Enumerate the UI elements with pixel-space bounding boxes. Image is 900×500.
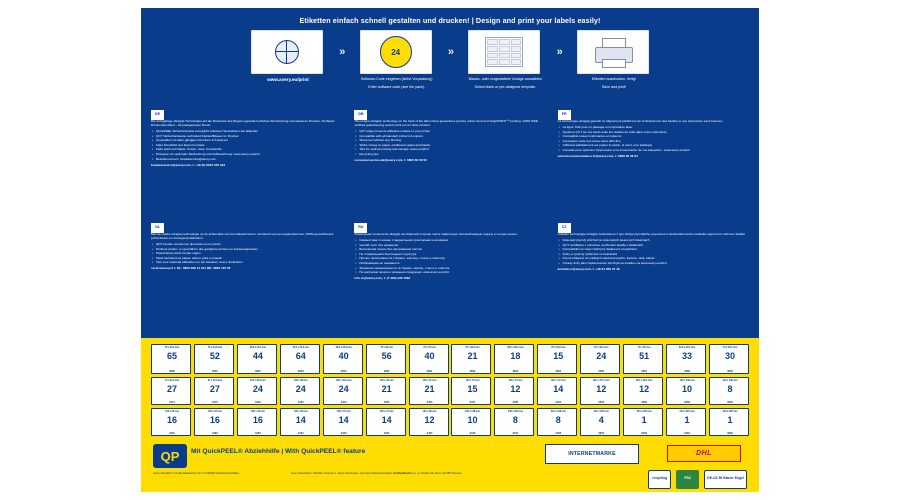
label-dims: 70 x 42,3 mm: [164, 345, 180, 349]
list-item: • Tips voor optimaal afdrukken en het bewaren: avery.nl/etiketten: [156, 261, 342, 265]
label-count: 8: [512, 414, 518, 425]
chevron-right-icon-3: »: [556, 46, 563, 58]
flag-icon-nl: NL: [151, 223, 164, 233]
list-item: • Kompatibel mit allen gängigen Druckern & Kopierern: [156, 139, 342, 143]
label-count: 24: [295, 383, 306, 394]
list-item: • QCT certifikace s ochranou uvolňování lepidla v tiskárnách: [563, 244, 749, 248]
label-count: 24: [338, 383, 349, 394]
label-code: 3483: [555, 431, 562, 435]
step-select-template-caption-de: Blanko- oder vorgestaltete Vorlage auswählen: [468, 77, 542, 81]
label-format-cell[interactable]: [537, 408, 577, 436]
label-code: 3665: [598, 369, 605, 373]
list-item: • Klebt stark auf Papier, Karton, Glas, Kunststoffe: [156, 148, 342, 152]
label-count: 21: [381, 383, 392, 394]
label-dims: 70 x 35 mm: [637, 345, 651, 349]
label-dims: 63,5 x 38,1 mm: [507, 345, 524, 349]
label-code: 3668: [684, 369, 690, 373]
label-code: 3424: [340, 400, 347, 404]
label-count: 65: [166, 350, 177, 361]
packaging-artwork: [141, 8, 759, 492]
list-item: • Compatible with all standard printers & copiers: [359, 135, 545, 139]
step-print-caption-de: Etiketten ausdrucken, fertig!: [591, 77, 637, 81]
label-dims: 97 x 42,3 mm: [207, 378, 223, 382]
list-item: • Изображение не смывается: [359, 262, 545, 266]
label-dims: 99,1 x 67,7 mm: [593, 378, 610, 382]
step-select-template: [468, 30, 542, 89]
quickpeel-logo: QP: [153, 444, 187, 468]
label-code: 3660: [727, 400, 733, 404]
label-dims: 210 x 297 mm: [679, 409, 695, 413]
label-dims: 105 x 74 mm: [508, 378, 523, 382]
label-dims: 105 x 99 mm: [422, 409, 437, 413]
lang-fr-paragraph: La technologie ultragrip garantit un alignement parfait lors de l'entraînement des feuilles et une impression sans bavures.: [557, 119, 723, 123]
label-format-cell[interactable]: [709, 344, 749, 374]
step-select-template-caption-en: Select blank or pre-designed template.: [474, 84, 537, 89]
label-code: 3660: [383, 369, 390, 373]
label-dims: 52,5 x 29,7 mm: [678, 345, 696, 349]
label-format-cell[interactable]: [494, 408, 534, 436]
label-dims: 105 x 74 mm: [379, 409, 394, 413]
fsc-icon: FSC: [676, 470, 699, 489]
list-item: • Conseils pour optimiser l'impression et la conservation de vos étiquettes : www.avery.eu/print: [563, 149, 749, 153]
label-code: 3427: [469, 400, 476, 404]
label-count: 8: [555, 414, 561, 425]
label-format-cell[interactable]: [623, 408, 663, 436]
label-format-cell[interactable]: [409, 377, 449, 405]
label-dims: 70 x 36 mm: [380, 345, 393, 349]
lang-nl-bullets: [151, 243, 342, 265]
label-count: 1: [727, 414, 733, 425]
label-grid-row-1: [151, 344, 749, 374]
label-format-cell[interactable]: [709, 377, 749, 405]
label-code: 3662: [469, 369, 476, 373]
blue-angel-icon: DE-UZ 56 Blauer Engel: [704, 470, 747, 489]
label-code: 3426: [426, 400, 433, 404]
label-count: 33: [682, 350, 693, 361]
label-format-cell[interactable]: [237, 377, 277, 405]
language-blocks: [151, 110, 749, 330]
list-item: • Не стирающаяся бесследная структура: [359, 253, 545, 257]
label-format-cell[interactable]: [194, 377, 234, 405]
steps-row: [251, 30, 651, 102]
label-count: 40: [338, 350, 349, 361]
label-format-cell[interactable]: [280, 408, 320, 436]
label-dims: 105 x 48 mm: [293, 378, 308, 382]
list-item: • Pevné přilepení do měkkých vlastností papíru, kartonu, skla, plastu: [563, 257, 749, 261]
label-code: 3658: [297, 369, 304, 373]
label-count: 21: [424, 383, 435, 394]
lang-de-contact: kundenservice@avery.com, t: +49 (0) 8024 645 343: [151, 162, 226, 167]
list-item: • Recycling tips: [359, 153, 545, 157]
label-dims: 210 x 297 mm: [593, 409, 609, 413]
label-count: 27: [209, 383, 220, 394]
lang-gb-paragraph: The unique ultragrip technology on the back of the label sheet guarantees precise printer feed and sharpPRINT™ printing. 100% SIZE certified guaranteeing perfect print run for laser printers.: [354, 119, 538, 127]
list-item: • Tips for optimal printing and storage: avery.eu/print: [359, 148, 545, 152]
label-code: 3427: [512, 431, 519, 435]
printer-icon: [591, 37, 635, 67]
list-item: • La ligne TCE pour un passage en imprimante laser: [563, 126, 749, 130]
lang-cz-paragraph: Unikátní technologie ultragrip zadostrannu z tyto zřizuje plynnějšího posouzení a bezproblémového podávání papíru bez rizik bez zásilkě.: [557, 232, 746, 236]
label-dims: 105 x 48 mm: [293, 409, 308, 413]
lang-gb-contact: consumerservice.uk@avery.com, t: 0800 80 30 50: [354, 158, 427, 163]
label-format-cell[interactable]: [151, 377, 191, 405]
label-format-cell[interactable]: [580, 408, 620, 436]
code-badge-icon: 24: [380, 36, 412, 68]
label-format-cell[interactable]: [451, 344, 491, 374]
label-dims: 105 x 148 mm: [679, 378, 695, 382]
language-block-nl: [151, 223, 342, 330]
certification-marks: [648, 468, 747, 490]
flag-icon-fr: FR: [558, 110, 571, 120]
list-item: • Хранение применяемости по бумаге, картон, стекло и пластик: [359, 267, 545, 271]
label-format-cell[interactable]: [494, 344, 534, 374]
step-print: [577, 30, 651, 89]
manufacturer-address-1: Avery Zweckform GmbH Miesbacher Str. 5 D-83626 Oberlaindern/Valley: [153, 472, 240, 475]
flag-icon-ru: RU: [354, 223, 367, 233]
label-count: 24: [596, 350, 607, 361]
list-item: • Совместима со всеми стандартными принтерами и копирами: [359, 239, 545, 243]
list-item: • Ostrý a výrazný výtisk bez rozmazávání: [563, 253, 749, 257]
list-item: • Sticks strong on paper, cardboard, glass and plastic: [359, 144, 545, 148]
label-format-cell[interactable]: [580, 344, 620, 374]
flag-icon-de: DE: [151, 110, 164, 120]
label-format-cell[interactable]: [323, 377, 363, 405]
label-code: 3655: [598, 400, 605, 404]
label-code: 3659: [340, 369, 347, 373]
label-count: 44: [252, 350, 263, 361]
label-code: 3423: [340, 431, 347, 435]
label-dims: 105 x 42 mm: [250, 409, 265, 413]
lang-fr-contact: serviceconsommateurs.fr@avery.com, t: 0800 90 36 84: [557, 154, 638, 159]
label-format-cell[interactable]: [666, 408, 706, 436]
label-count: 16: [252, 414, 263, 425]
quickpeel-claim: Mit QuickPEEL® Abziehhilfe | With QuickPEEL® feature: [191, 448, 366, 455]
step-website-box: [251, 30, 323, 74]
label-count: 14: [295, 414, 306, 425]
list-item: • Haarscherpe tekst zonder vegen: [156, 252, 342, 256]
list-item: • Bestellnummern: bestellservice@avery.com: [156, 158, 342, 162]
label-code: 3424: [383, 431, 390, 435]
label-code: 3481: [169, 431, 175, 435]
label-code: 3422: [297, 431, 304, 435]
label-count: 10: [467, 414, 478, 425]
list-item: • По вопросам печати и хранения продукции: www.avery.eu/print: [359, 271, 545, 275]
lang-gb-bullets: [354, 130, 545, 157]
label-code: 3483: [512, 400, 519, 404]
label-format-cell[interactable]: [666, 377, 706, 405]
label-count: 56: [381, 350, 392, 361]
step-enter-code-caption-en: Enter software code (see the pack).: [368, 84, 426, 89]
label-code: 3660: [727, 431, 733, 435]
label-count: 12: [596, 383, 607, 394]
label-dims: 48,5 x 25,4 mm: [249, 345, 266, 349]
label-code: 3422: [254, 400, 261, 404]
lang-ru-contact: info.ru@avery.com, t: (7 495) 228 1694: [354, 276, 411, 281]
list-item: • Impression nette des textes sans effet flou: [563, 140, 749, 144]
step-enter-code: [360, 30, 434, 89]
label-count: 24: [252, 383, 263, 394]
list-item: • Klare Druckbild und klare Kontraste: [156, 144, 342, 148]
list-item: • Прочно приклеивается к бумаге, картону, стеклу и пластику: [359, 257, 545, 261]
label-count: 40: [424, 350, 435, 361]
label-dims: 70 x 50,8 mm: [551, 345, 566, 349]
language-block-gb: [354, 110, 545, 217]
step-enter-code-box: [360, 30, 432, 74]
label-count: 12: [424, 414, 435, 425]
label-count: 4: [598, 414, 604, 425]
list-item: • Porady doby jako zapracovanou bezchybnou kvalitou na www.avery.eu/print: [563, 262, 749, 266]
internetmarke-logo: INTERNETMARKE: [545, 444, 639, 464]
label-format-cell[interactable]: [451, 377, 491, 405]
list-item: • Perfecte printer- en geschikt in alle gangbare printers en kopieerapparaten: [156, 248, 342, 252]
website-url: www.avery.eu/print: [267, 77, 309, 82]
label-code: 3663: [512, 369, 519, 373]
manufacturer-address-2: Avery Zweckform / MADE in Europe 1. Open Hamburger, Germany Wiesental-Lakarz, p. 25 - ed. - 61: [291, 472, 412, 475]
lang-nl-paragraph: Met de unieke ultragrip technologie op de achterzijde van het etiketvel bent u verzekerd van een papierdoorvoer, 100% gecertificeerd, printerfouten en storingsvrij afdrukken.: [151, 232, 334, 240]
label-count: 8: [727, 383, 733, 394]
list-item: • QCT-randen voorkomen lijmresten in uw printer: [156, 243, 342, 247]
flag-icon-cz: CZ: [558, 223, 571, 233]
label-count: 12: [510, 383, 521, 394]
lang-de-paragraph: Die einzigartige ultragrip Technologie auf der Rückseite des Bogens garantiert präzisen Druckeinzug und sauberes Drucken. Perfekter Druckerdurchlauf – für passgenauen Druck.: [151, 119, 335, 127]
label-code: 3658: [684, 400, 690, 404]
label-format-cell[interactable]: [366, 377, 406, 405]
label-dims: 105 x 148 mm: [464, 409, 480, 413]
label-code: 3483: [641, 431, 648, 435]
label-dims: 105 x 42,3 mm: [250, 378, 266, 382]
list-item: • Sharp text without any blurring: [359, 139, 545, 143]
label-format-cell[interactable]: [709, 408, 749, 436]
label-format-cell[interactable]: [666, 344, 706, 374]
label-count: 64: [295, 350, 306, 361]
label-dims: 210 x 148 mm: [722, 378, 738, 382]
recycling-icon: recycling: [648, 470, 671, 489]
label-code: 3484: [254, 431, 261, 435]
label-format-cell[interactable]: [194, 344, 234, 374]
label-dims: 105 x 70 mm: [465, 378, 480, 382]
list-item: • Dokonalý plynulý průchod po dokonalých laserových tiskárnách: [563, 239, 749, 243]
label-count: 1: [641, 414, 647, 425]
list-item: • Hinweise zur optimalen Bedruckung und Aufbewahrung: www.avery.eu/print: [156, 153, 342, 157]
lang-fr-bullets: [558, 126, 749, 153]
label-count: 52: [209, 350, 220, 361]
lang-ru-paragraph: Уникальная технология ultragrip на обратной стороне листа гарантирует беспроблемную подачу и четкую печать.: [354, 232, 518, 236]
header-band: [141, 8, 759, 108]
label-dims: 105 x 35 mm: [165, 409, 179, 413]
label-dims: 210 x 297 mm: [636, 409, 652, 413]
list-item: • Sterk hechtend op papier, karton, glas en plastic: [156, 257, 342, 261]
globe-icon: [275, 40, 299, 64]
label-dims: 105 x 48 mm: [379, 378, 394, 382]
label-dims: 105 x 42,3 mm: [335, 378, 352, 382]
label-format-cell[interactable]: [623, 377, 663, 405]
label-code: 3474: [169, 400, 175, 404]
label-format-cell[interactable]: [151, 344, 191, 374]
label-format-cell[interactable]: [537, 377, 577, 405]
label-code: 3664: [555, 369, 562, 373]
label-count: 1: [684, 414, 690, 425]
list-item: • Système QCT sur les bords évite les résidus de colle dans votre imprimante: [563, 131, 749, 135]
label-dims: 105 x 37 mm: [208, 409, 222, 413]
label-count: 14: [338, 414, 349, 425]
label-format-cell[interactable]: [366, 408, 406, 436]
label-code: 3666: [169, 369, 175, 373]
label-code: 3425: [426, 431, 433, 435]
label-dims: 97 x 42,3 mm: [594, 345, 609, 349]
label-count: 30: [724, 350, 735, 361]
label-sheet-icon: [485, 37, 523, 67]
label-dims: 210 x 297 mm: [722, 409, 738, 413]
label-code: 3483: [212, 431, 218, 435]
list-item: • QCT edge prevents adhesive residue in your printer: [359, 130, 545, 134]
lang-cz-bullets: [558, 239, 749, 266]
label-format-cell[interactable]: [580, 377, 620, 405]
label-dims: 99,1 x 93,1 mm: [636, 378, 653, 382]
step-print-box: [577, 30, 649, 74]
list-item: • QCT Sicherheitskante verhindert Klebstoffblasen im Drucker: [156, 135, 342, 139]
label-dims: 70 x 37 mm: [423, 345, 436, 349]
label-format-cell[interactable]: [409, 344, 449, 374]
label-format-cell[interactable]: [194, 408, 234, 436]
label-code: 3426: [469, 431, 476, 435]
label-format-cell[interactable]: [537, 344, 577, 374]
step-enter-code-caption-de: Software-Code eingeben (siehe Vorpackung): [360, 77, 433, 81]
label-code: 3661: [426, 369, 433, 373]
list-item: • Compatible toutes imprimantes et copieurs: [563, 135, 749, 139]
label-dims: 148 x 105 mm: [507, 409, 523, 413]
label-format-cell[interactable]: [494, 377, 534, 405]
label-format-cell[interactable]: [237, 344, 277, 374]
label-format-cell[interactable]: [623, 344, 663, 374]
list-item: • Безопасная печать без застревания листов: [359, 248, 545, 252]
lang-cz-contact: kontakt.cz@avery.com, t: +48 61 850 27 46: [557, 267, 620, 272]
manufacturer-address-3: CCL label Sp. z o.o. ul. Kwiska 39, Zone, 62-080 Tarnowo: [393, 472, 462, 475]
label-code: 3667: [641, 369, 648, 373]
label-count: 14: [381, 414, 392, 425]
label-format-cell[interactable]: [151, 408, 191, 436]
label-dims: 70 x 29,7 mm: [722, 345, 738, 349]
label-code: 3665: [641, 400, 648, 404]
language-block-de: [151, 110, 342, 217]
label-count: 18: [510, 350, 521, 361]
label-count: 15: [553, 350, 564, 361]
label-count: 27: [166, 383, 177, 394]
label-count: 12: [639, 383, 650, 394]
label-code: 3423: [297, 400, 304, 404]
label-code: 3655: [598, 431, 605, 435]
label-dims: 45,7 x 21,2 mm: [292, 345, 309, 349]
label-dims: 105 x 57 mm: [422, 378, 437, 382]
label-format-cell[interactable]: [323, 344, 363, 374]
lang-nl-contact: serviceavery.nl t: NL: 0800 099 14 90 | BE: 0800 725 05: [151, 266, 231, 271]
label-grid-row-3: [151, 408, 749, 436]
label-dims: 210 x 148 mm: [550, 409, 566, 413]
label-format-cell[interactable]: [366, 344, 406, 374]
list-item: • QuickPEEL Sicherheitsrand ermöglicht präzises Herauslösen der Etiketten: [156, 130, 342, 134]
label-code: 3652: [212, 369, 218, 373]
label-count: 16: [209, 414, 220, 425]
chevron-right-icon-2: »: [447, 46, 455, 58]
label-dims: 70 x 42,3 mm: [465, 345, 480, 349]
label-dims: 99,1 x 57 mm: [551, 378, 566, 382]
step-print-caption-en: Save and print!: [601, 84, 627, 89]
chevron-right-icon-1: »: [339, 46, 346, 58]
label-count: 21: [467, 350, 478, 361]
list-item: • Kompatibilní se všemi běžnými tiskárnami a kopírkami: [563, 248, 749, 252]
language-block-fr: [558, 110, 749, 217]
label-code: 3475: [212, 400, 218, 404]
list-item: • Четкий текст без размытия: [359, 244, 545, 248]
label-format-cell[interactable]: [323, 408, 363, 436]
language-block-ru: [354, 223, 545, 330]
label-code: 3484: [684, 431, 690, 435]
label-code: 3425: [383, 400, 390, 404]
bottom-bar: [141, 442, 759, 492]
label-count: 15: [467, 383, 478, 394]
label-count: 16: [166, 414, 177, 425]
label-count: 10: [682, 383, 693, 394]
label-dims: 70 x 42,3 mm: [207, 345, 223, 349]
label-count: 14: [553, 383, 564, 394]
page-title: Etiketten einfach schnell gestalten und drucken! | Design and print your labels easily!: [299, 16, 601, 25]
label-count: 51: [639, 350, 650, 361]
step-website: [251, 30, 325, 82]
dhl-logo: DHL: [667, 445, 741, 462]
label-code: 3484: [555, 400, 562, 404]
label-format-grid: [151, 344, 749, 440]
label-format-cell[interactable]: [280, 344, 320, 374]
label-format-cell[interactable]: [237, 408, 277, 436]
label-dims: 48,5 x 25,4 mm: [335, 345, 352, 349]
label-dims: 70 x 42,3 mm: [164, 378, 180, 382]
step-select-template-box: [468, 30, 540, 74]
label-code: 3669: [727, 369, 733, 373]
language-block-cz: [558, 223, 749, 330]
label-code: 3657: [254, 369, 261, 373]
label-format-cell[interactable]: [280, 377, 320, 405]
list-item: • Adhèrent parfaitement sur papier & carton, le verre et le plastique: [563, 144, 749, 148]
lang-de-bullets: [151, 130, 342, 161]
label-grid-row-2: [151, 377, 749, 405]
label-format-cell[interactable]: [409, 408, 449, 436]
label-format-cell[interactable]: [451, 408, 491, 436]
lang-ru-bullets: [354, 239, 545, 275]
flag-icon-gb: GB: [354, 110, 367, 120]
label-dims: 105 x 57 mm: [336, 409, 351, 413]
